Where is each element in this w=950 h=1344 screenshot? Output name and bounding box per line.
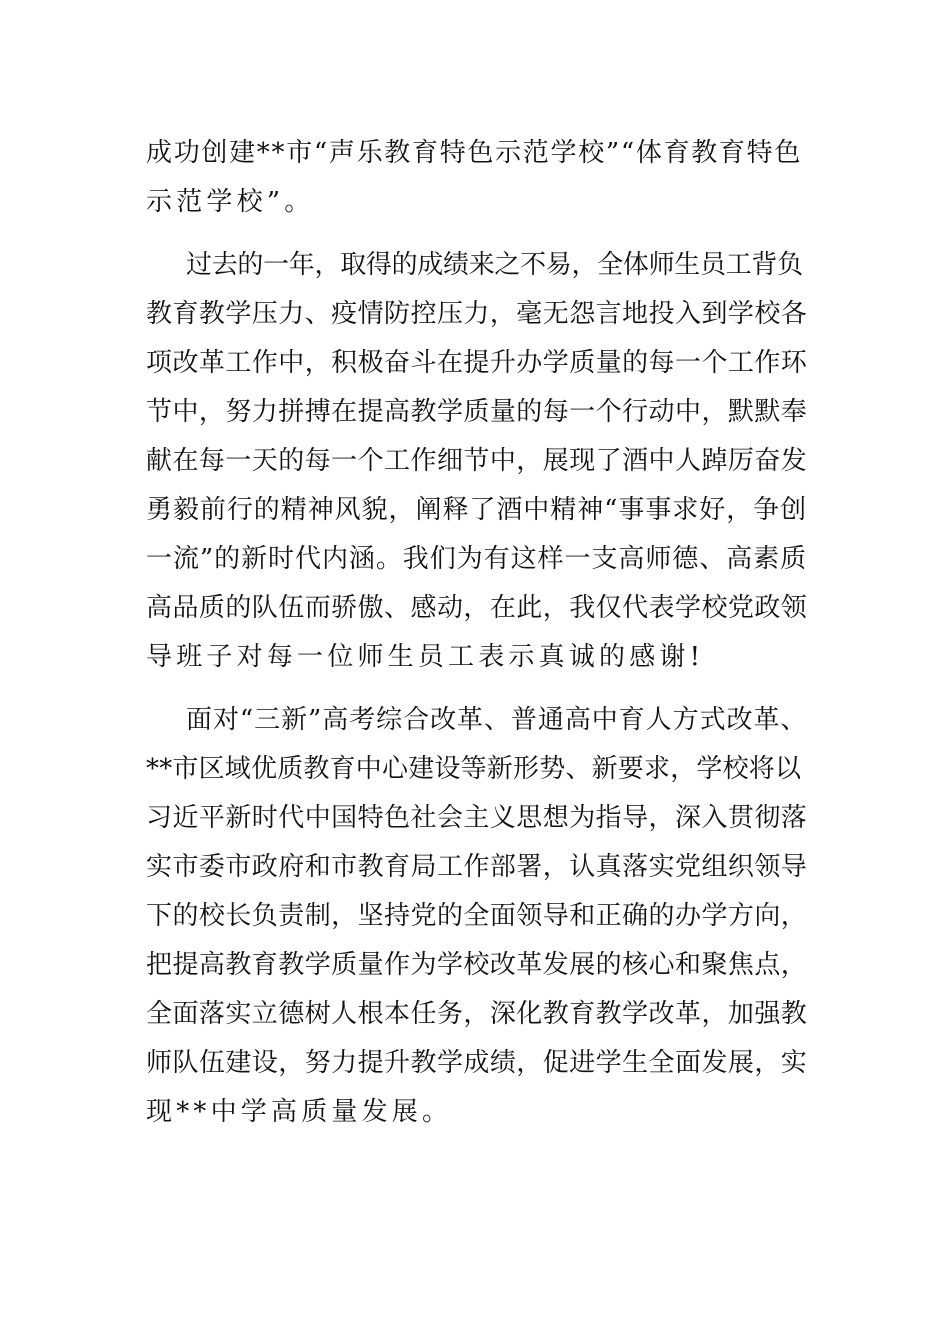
paragraph-2-line-6: 勇毅前行的精神风貌，阐释了酒中精神“事事求好，争创 [146, 495, 808, 525]
paragraph-2-line-3: 项改革工作中，积极奋斗在提升办学质量的每一个工作环 [146, 348, 808, 378]
paragraph-2-line-1: 过去的一年，取得的成绩来之不易，全体师生员工背负 [186, 250, 803, 280]
paragraph-3-line-5: 下的校长负责制，坚持党的全面领导和正确的办学方向， [146, 901, 808, 931]
paragraph-3-line-4: 实市委市政府和市教育局工作部署，认真落实党组织领导 [146, 852, 808, 882]
paragraph-2-line-9: 导班子对每一位师生员工表示真诚的感谢! [146, 642, 705, 672]
paragraph-2-line-7: 一流”的新时代内涵。我们为有这样一支高师德、高素质 [146, 544, 808, 574]
paragraph-2-line-4: 节中，努力拼搏在提高教学质量的每一个行动中，默默奉 [146, 397, 808, 427]
paragraph-2-line-2: 教育教学压力、疫情防控压力，毫无怨言地投入到学校各 [146, 299, 808, 329]
paragraph-1-line-1: 成功创建**市“声乐教育特色示范学校”“体育教育特色 [146, 138, 803, 168]
paragraph-2-line-8: 高品质的队伍而骄傲、感动，在此，我仅代表学校党政领 [146, 593, 808, 623]
paragraph-1-line-2: 示范学校”。 [146, 187, 315, 217]
paragraph-3-line-9: 现**中学高质量发展。 [146, 1097, 453, 1127]
paragraph-2-line-5: 献在每一天的每一个工作细节中，展现了酒中人踔厉奋发 [146, 446, 808, 476]
paragraph-3-line-8: 师队伍建设，努力提升教学成绩，促进学生全面发展，实 [146, 1048, 808, 1078]
paragraph-3-line-1: 面对“三新”高考综合改革、普通高中育人方式改革、 [186, 705, 808, 735]
paragraph-3-line-2: **市区域优质教育中心建设等新形势、新要求，学校将以 [146, 754, 802, 784]
paragraph-3-line-6: 把提高教育教学质量作为学校改革发展的核心和聚焦点， [146, 950, 808, 980]
paragraph-3-line-3: 习近平新时代中国特色社会主义思想为指导，深入贯彻落 [146, 803, 808, 833]
paragraph-3-line-7: 全面落实立德树人根本任务，深化教育教学改革，加强教 [146, 999, 808, 1029]
